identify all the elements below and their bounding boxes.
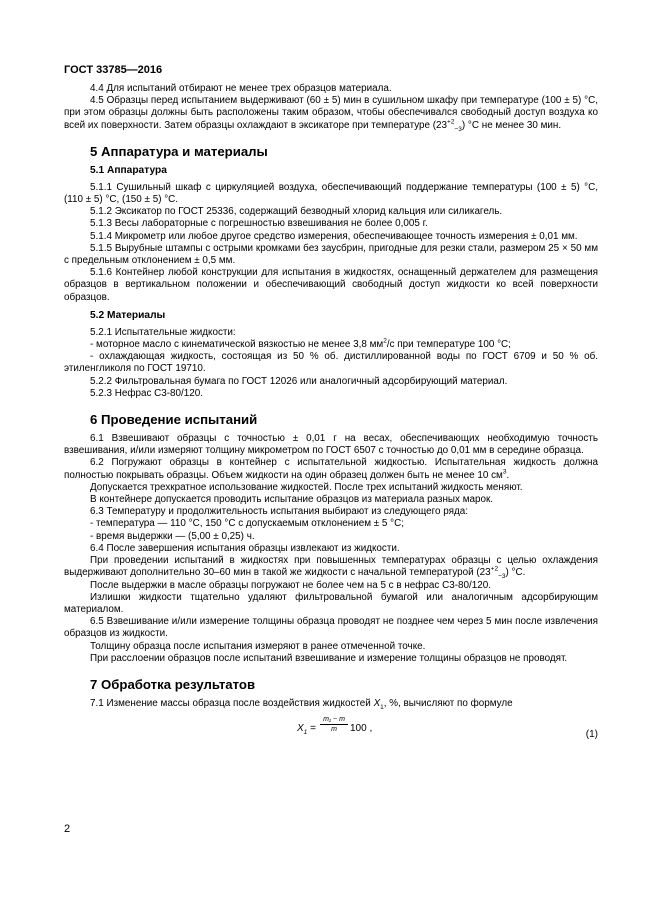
formula-numerator: m₁ − m bbox=[320, 715, 348, 725]
paragraph-6-3-temperature: - температура — 110 °С, 150 °С с допускаемым отклонением ± 5 °С; bbox=[90, 518, 404, 530]
subsection-5-2-title: 5.2 Материалы bbox=[90, 309, 166, 321]
paragraph-4-4: 4.4 Для испытаний отбирают не менее трех образцов материала. bbox=[90, 83, 392, 94]
document-body bbox=[64, 83, 598, 744]
document-id: ГОСТ 33785—2016 bbox=[64, 64, 163, 76]
formula-number: (1) bbox=[585, 729, 598, 741]
paragraph-6-5: 6.5 Взвешивание и/или измерение толщины образца проводят не позднее чем через 5 мин после извлечения образцов из жидкости. bbox=[64, 616, 598, 640]
paragraph-5-2-1-coolant: - охлаждающая жидкость, состоящая из 50 % об. дистиллированной воды по ГОСТ 6709 и 50 % об. этиленгликоля по ГОСТ 19710. bbox=[64, 351, 598, 375]
section-7-title: 7 Обработка результатов bbox=[90, 676, 256, 692]
formula-fraction bbox=[320, 715, 348, 734]
paragraph-6-2-reuse: Допускается трехкратное использование жидкостей. После трех испытаний жидкость меняют. bbox=[90, 481, 523, 493]
paragraph-5-2-1: 5.2.1 Испытательные жидкости: bbox=[90, 326, 236, 338]
paragraph-6-1: 6.1 Взвешивают образцы с точностью ± 0,01 г на весах, обеспечивающих необходимую точность взвешивания, и/или измеряют толщину микрометром по ГОСТ 6507 с точностью до 0,01 мм в середине образца. bbox=[64, 433, 598, 457]
formula-multiplier: 100 , bbox=[350, 723, 373, 735]
paragraph-6-3: 6.3 Температуру и продолжительность испытания выбирают из следующего ряда: bbox=[90, 506, 468, 518]
subsection-5-1-title: 5.1 Аппаратура bbox=[90, 164, 167, 176]
formula-1 bbox=[64, 714, 598, 744]
paragraph-6-3-time: - время выдержки — (5,00 ± 0,25) ч. bbox=[90, 530, 255, 542]
paragraph-6-4: 6.4 После завершения испытания образцы извлекают из жидкости. bbox=[90, 542, 400, 554]
paragraph-5-2-1-oil: - моторное масло с кинематической вязкостью не менее 3,8 $мм^2/с$ при температуре 100 °С; bbox=[90, 337, 511, 351]
paragraph-6-5-delamination: При расслоении образцов после испытаний взвешивание и измерение толщины образцов не проводят. bbox=[90, 652, 568, 664]
paragraph-5-1-4: 5.1.4 Микрометр или любое другое средство измерения, обеспечивающее точность измерения ± 0,01 мм. bbox=[90, 230, 578, 242]
paragraph-6-2: 6.2 Погружают образцы в контейнер с испытательной жидкостью. Испытательная жидкость должна полностью покрывать образцы. Объем жидкости на один образец должен быть не менее 10 $см^3$. bbox=[64, 457, 598, 481]
paragraph-7-1: 7.1 Изменение массы образца после воздействия жидкостей $X_1$, %, вычисляют по формуле bbox=[90, 697, 513, 711]
paragraph-6-5-thickness: Толщину образца после испытания измеряют в ранее отмеченной точке. bbox=[90, 640, 426, 652]
formula-lhs: $X_1$ = bbox=[297, 723, 316, 737]
section-6-title: 6 Проведение испытаний bbox=[90, 412, 258, 428]
paragraph-6-4-nefras: После выдержки в масле образцы погружают не более чем на 5 с в нефрас С3-80/120. bbox=[90, 579, 491, 591]
paragraph-6-4-cooling: При проведении испытаний в жидкостях при повышенных температурах образцы с целью охлаждения выдерживают дополнительно 30–60 мин в такой же жидкости с начальной температурой $(23^{+2}_{-3})$ °С. bbox=[64, 555, 598, 581]
paragraph-5-1-2: 5.1.2 Эксикатор по ГОСТ 25336, содержащий безводный хлорид кальция или силикагель. bbox=[90, 206, 503, 218]
page-number: 2 bbox=[64, 823, 71, 835]
paragraph-5-2-2: 5.2.2 Фильтровальная бумага по ГОСТ 12026 или аналогичный адсорбирующий материал. bbox=[90, 375, 508, 387]
paragraph-4-5: 4.5 Образцы перед испытанием выдерживают (60 ± 5) мин в сушильном шкафу при температуре (100 ± 5) °С, при этом образцы должны быть расположены таким образом, чтобы обеспечивался свободный доступ воздуха ко всей их поверхности. Затем образцы охлаждают в эксикаторе при температуре $(23^{+2}_{-3})$ °С не менее 30 мин. bbox=[64, 95, 598, 133]
paragraph-5-1-3: 5.1.3 Весы лабораторные с погрешностью взвешивания не более 0,005 г. bbox=[90, 218, 428, 230]
paragraph-6-2-container: В контейнере допускается проводить испытание образцов из материала разных марок. bbox=[90, 494, 494, 506]
section-5-title: 5 Аппаратура и материалы bbox=[90, 143, 268, 159]
paragraph-5-1-6: 5.1.6 Контейнер любой конструкции для испытания в жидкостях, оснащенный держателем для размещения образцов в вертикальном положении и обеспечивающий свободный доступ жидкости ко всей поверхности образцов. bbox=[64, 267, 598, 303]
paragraph-5-1-5: 5.1.5 Вырубные штампы с острыми кромками без заусбрин, пригодные для резки стали, размером 25 × 50 мм с предельным отклонением ± 0,5 мм. bbox=[64, 242, 598, 267]
paragraph-5-2-3: 5.2.3 Нефрас С3-80/120. bbox=[90, 387, 203, 399]
paragraph-5-1-1: 5.1.1 Сушильный шкаф с циркуляцией воздуха, обеспечивающий поддержание температуры (100 ± 5) °С, (110 ± 5) °С, (150 ± 5) °С. bbox=[64, 181, 598, 206]
formula-denominator: m bbox=[331, 726, 337, 734]
paragraph-6-4-excess: Излишки жидкости тщательно удаляют фильтровальной бумагой или аналогичным адсорбирующим материалом. bbox=[64, 591, 598, 615]
